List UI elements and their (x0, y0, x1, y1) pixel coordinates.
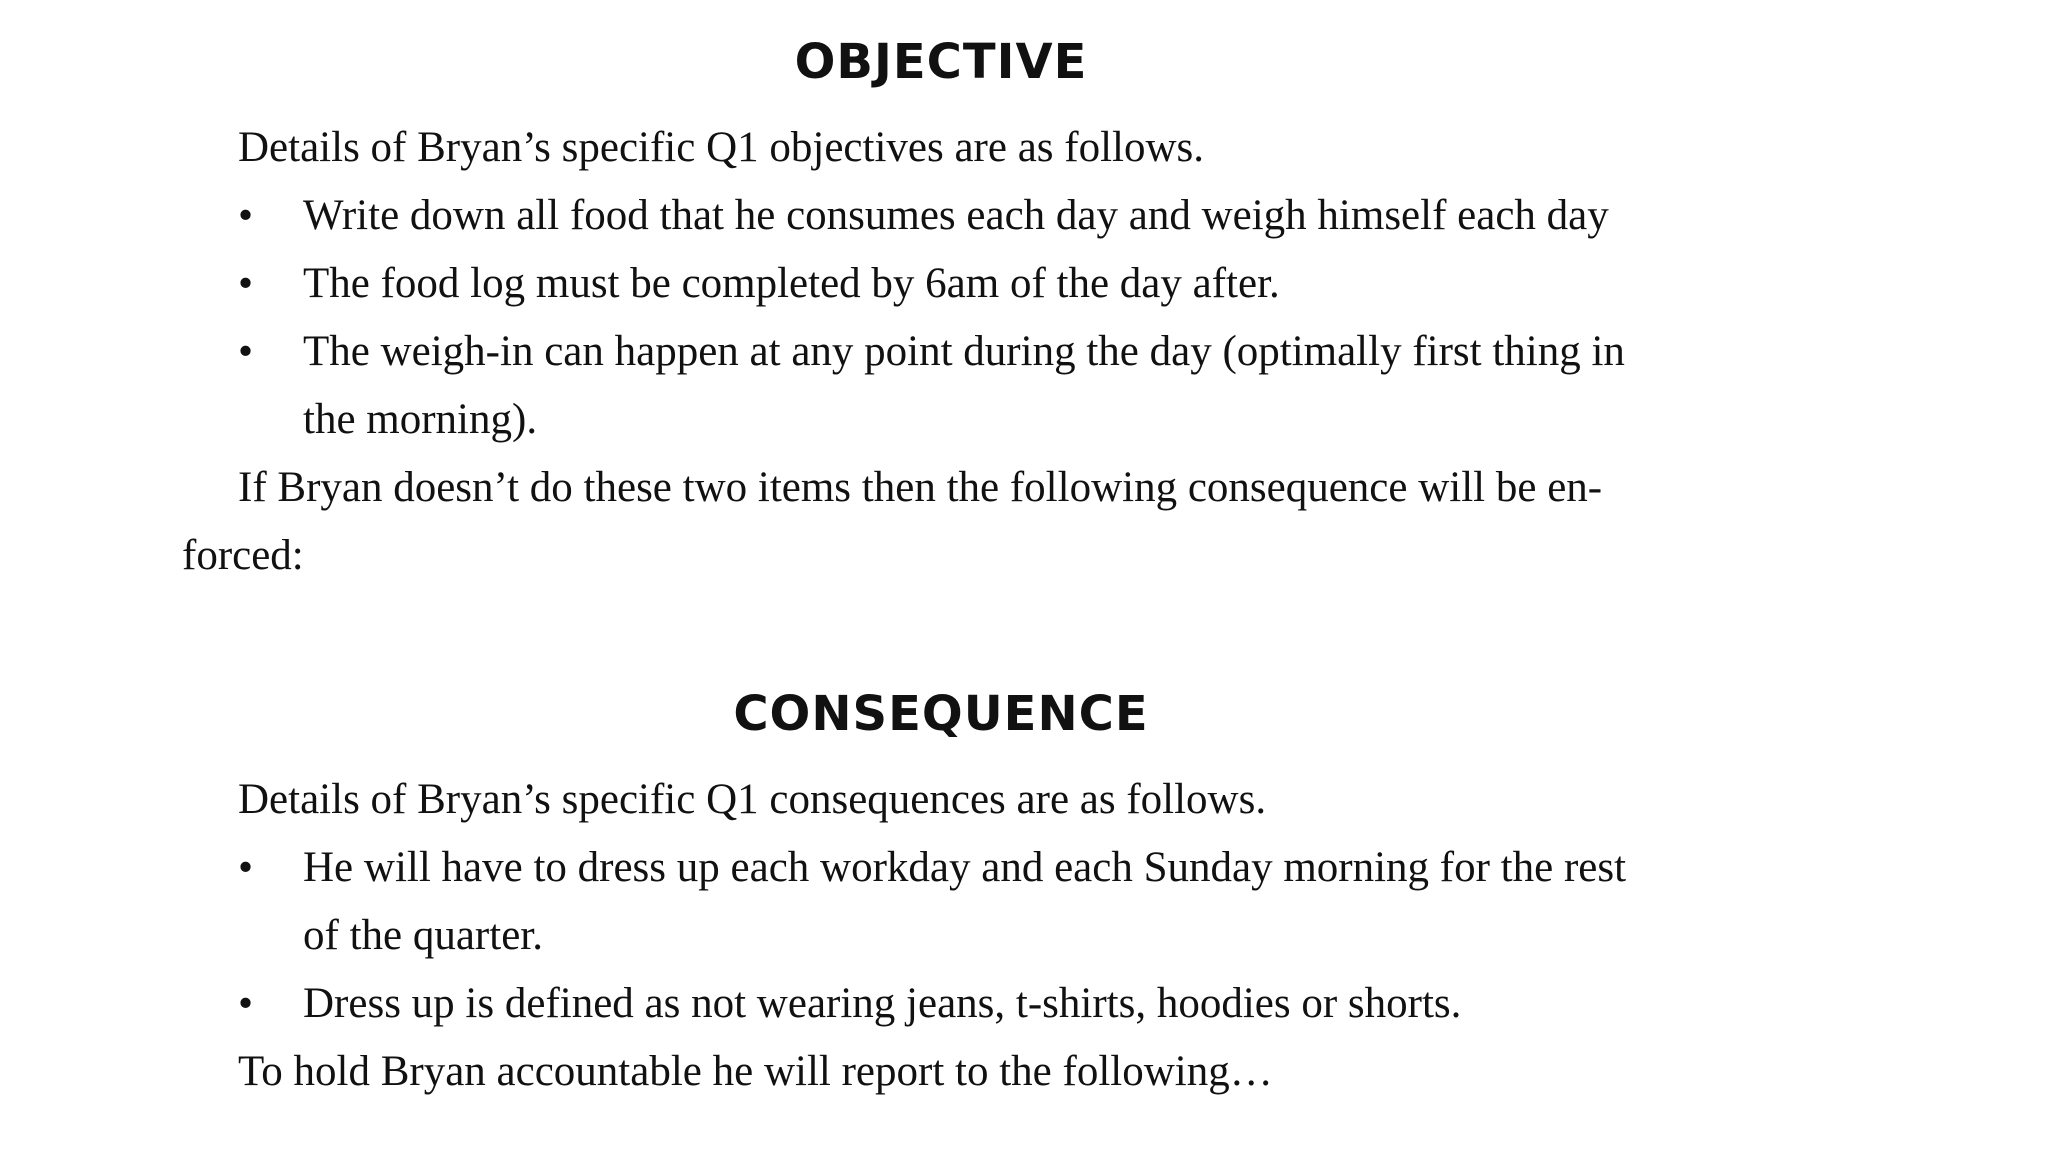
list-item-text-continued: of the quarter. (303, 912, 543, 959)
bullet-glyph: • (238, 260, 254, 307)
list-item (238, 250, 1625, 318)
list-item-text-continued: the morning). (303, 396, 538, 443)
list-item-text: Write down all food that he consumes each day and weigh himself each day (303, 192, 1609, 239)
bullet-glyph: • (238, 980, 254, 1027)
objective-consequence-note (182, 454, 1702, 590)
objective-heading: OBJECTIVE (794, 34, 1088, 90)
list-item (238, 834, 1626, 970)
note-line-2: forced: (182, 532, 304, 579)
bullet-glyph: • (238, 328, 254, 375)
list-item-text: The food log must be completed by 6am of the day after. (303, 260, 1280, 307)
consequence-intro: Details of Bryan’s specific Q1 consequences are as follows. (238, 776, 1267, 823)
list-item (238, 182, 1625, 250)
bullet-glyph: • (238, 844, 254, 891)
list-item (238, 318, 1625, 454)
note-line-1: If Bryan doesn’t do these two items then the following consequence will be en- (238, 464, 1603, 511)
list-item-text: Dress up is defined as not wearing jeans, t-shirts, hoodies or shorts. (303, 980, 1462, 1027)
objective-intro: Details of Bryan’s specific Q1 objectives are as follows. (238, 124, 1205, 171)
list-item (238, 970, 1626, 1038)
list-item-text: The weigh-in can happen at any point during the day (optimally first thing in (303, 328, 1625, 375)
objective-list (238, 182, 1625, 454)
consequence-heading: CONSEQUENCE (733, 686, 1149, 742)
bullet-glyph: • (238, 192, 254, 239)
consequence-list (238, 834, 1626, 1038)
list-item-text: He will have to dress up each workday and each Sunday morning for the rest (303, 844, 1627, 891)
accountability-note: To hold Bryan accountable he will report to the following… (238, 1048, 1273, 1095)
